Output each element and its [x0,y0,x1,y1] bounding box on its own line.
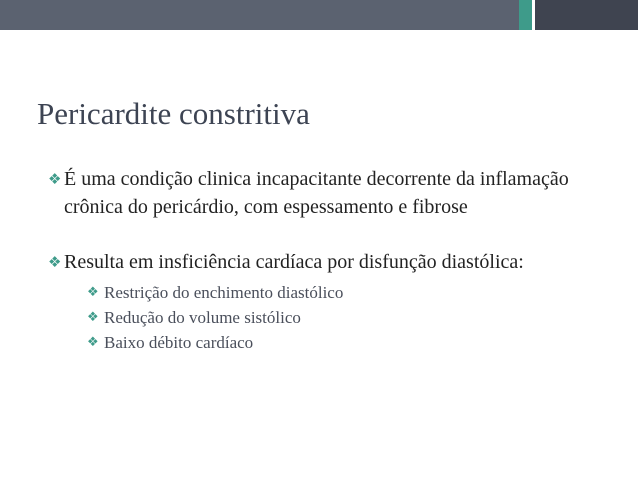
bullet-text: É uma condição clinica incapacitante decorrente da inflamação crônica do pericárdio, com espessamento e fibrose [64,168,569,218]
four-diamond-bullet-icon: ❖ [87,285,99,300]
sub-bullet-text: Restrição do enchimento diastólico [104,283,344,302]
four-diamond-bullet-icon: ❖ [87,335,99,350]
bullet-item [48,248,608,276]
top-bar-dark-segment [535,0,638,30]
slide-content [48,165,608,355]
sub-bullet-text: Redução do volume sistólico [104,308,301,327]
sub-bullet-text: Baixo débito cardíaco [104,333,254,352]
top-decorative-bar [0,0,638,30]
four-diamond-bullet-icon: ❖ [48,253,62,271]
bullet-item [48,165,608,221]
top-bar-gray-segment [0,0,519,30]
sub-bullet-list [87,280,608,355]
sub-bullet-item [87,305,608,330]
sub-bullet-item [87,330,608,355]
bullet-text: Resulta em insficiência cardíaca por disfunção diastólica: [64,251,524,273]
top-bar-accent-segment [519,0,532,30]
four-diamond-bullet-icon: ❖ [48,170,62,188]
sub-bullet-item [87,280,608,305]
four-diamond-bullet-icon: ❖ [87,310,99,325]
slide-title: Pericardite constritiva [37,96,310,131]
